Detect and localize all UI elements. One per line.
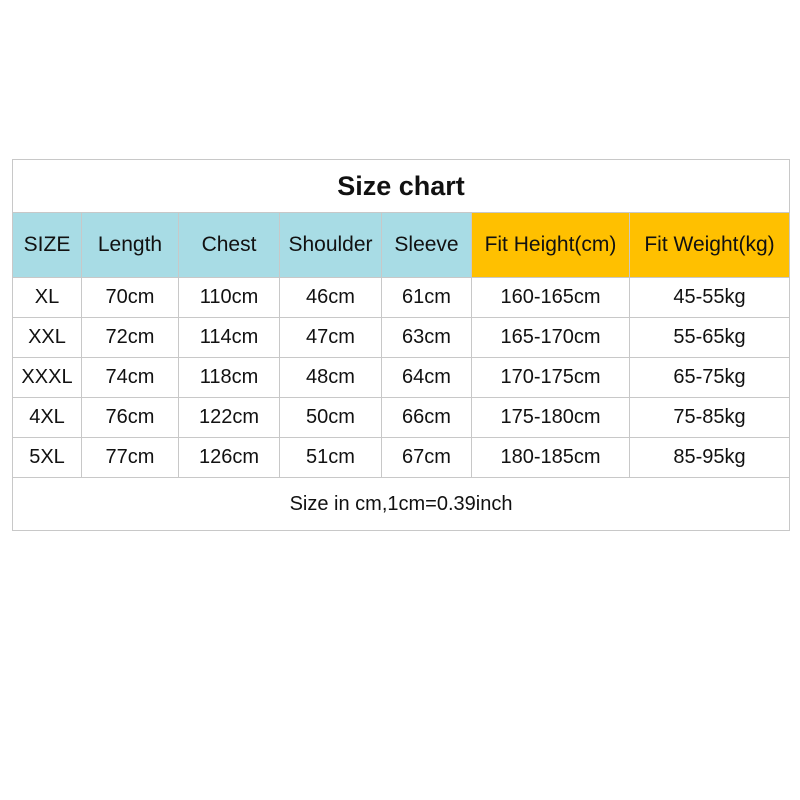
table-row [13,318,790,358]
cell-chest: 114cm [179,318,280,358]
cell-fit-weight: 55-65kg [630,318,790,358]
table-row [13,278,790,318]
cell-chest: 110cm [179,278,280,318]
cell-shoulder: 50cm [280,398,382,438]
cell-fit-weight: 45-55kg [630,278,790,318]
cell-length: 72cm [82,318,179,358]
cell-chest: 118cm [179,358,280,398]
cell-sleeve: 67cm [382,438,472,478]
table-row [13,438,790,478]
cell-fit-height: 165-170cm [472,318,630,358]
cell-chest: 122cm [179,398,280,438]
header-fit-weight: Fit Weight(kg) [630,213,790,278]
header-shoulder: Shoulder [280,213,382,278]
cell-length: 70cm [82,278,179,318]
cell-length: 74cm [82,358,179,398]
header-chest: Chest [179,213,280,278]
cell-chest: 126cm [179,438,280,478]
table-row [13,358,790,398]
cell-size: 4XL [13,398,82,438]
cell-shoulder: 47cm [280,318,382,358]
cell-size: 5XL [13,438,82,478]
header-size: SIZE [13,213,82,278]
cell-shoulder: 51cm [280,438,382,478]
header-row [13,213,790,278]
cell-sleeve: 63cm [382,318,472,358]
table-row [13,398,790,438]
size-chart-table [12,159,790,531]
header-length: Length [82,213,179,278]
cell-fit-weight: 75-85kg [630,398,790,438]
table-title: Size chart [13,160,790,213]
cell-size: XL [13,278,82,318]
cell-shoulder: 48cm [280,358,382,398]
cell-fit-weight: 65-75kg [630,358,790,398]
cell-sleeve: 64cm [382,358,472,398]
cell-sleeve: 61cm [382,278,472,318]
cell-fit-height: 160-165cm [472,278,630,318]
header-sleeve: Sleeve [382,213,472,278]
cell-fit-height: 170-175cm [472,358,630,398]
unit-note: Size in cm,1cm=0.39inch [13,478,790,531]
title-row [13,160,790,213]
cell-fit-height: 180-185cm [472,438,630,478]
cell-length: 77cm [82,438,179,478]
cell-size: XXL [13,318,82,358]
cell-sleeve: 66cm [382,398,472,438]
cell-shoulder: 46cm [280,278,382,318]
cell-fit-weight: 85-95kg [630,438,790,478]
note-row [13,478,790,531]
cell-length: 76cm [82,398,179,438]
cell-fit-height: 175-180cm [472,398,630,438]
header-fit-height: Fit Height(cm) [472,213,630,278]
cell-size: XXXL [13,358,82,398]
